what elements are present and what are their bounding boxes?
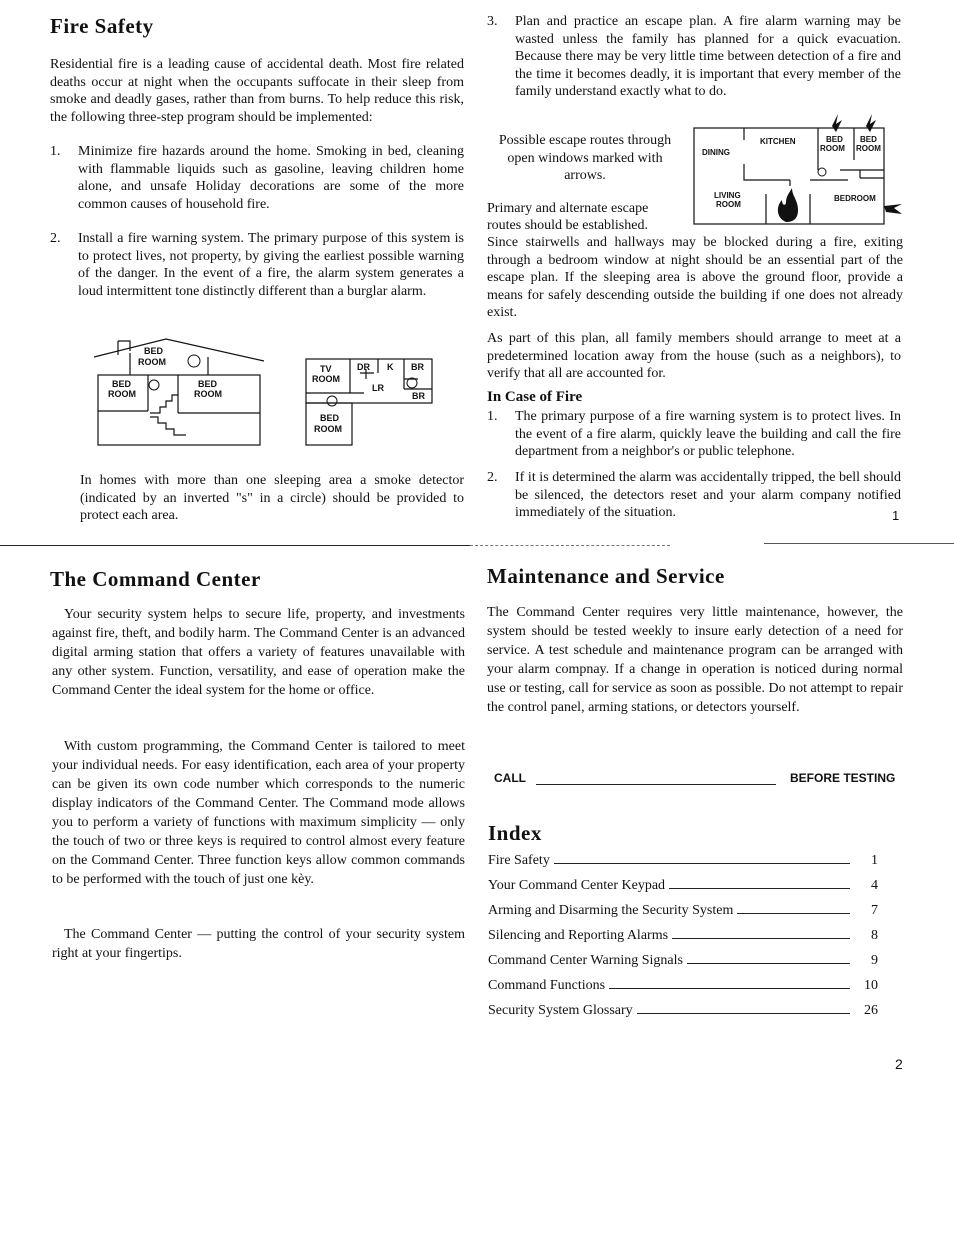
step-2 [50, 230, 464, 300]
index-entry-page: 1 [871, 853, 878, 868]
case-item-2-text: If it is determined the alarm was accidentally tripped, the bell should be silenced, the detectors reset and your alarm company notified immediately of the situation. [515, 470, 901, 520]
step-3-text: Plan and practice an escape plan. A fire alarm warning may be wasted unless the family has planned for a quick evacuation. Because there may be very little time between detection of a fire and the time it becomes deadly, it is important that every member of the family understand exactly what to do. [515, 14, 901, 99]
meeting-text: As part of this plan, all family members should arrange to meet at a predetermined location away from the house (such as a neighbors), to verify that all are accounted for. [487, 331, 901, 381]
step-2-text: Install a fire warning system. The primary purpose of this system is to protect lives, not property, by giving the earliest possible warning of the danger. In the event of a fire, the alarm system generates a loud intermittent tone distinctly different than a burglar alarm. [78, 231, 464, 299]
command-center-p3: The Command Center — putting the control of your security system right at your fingertips. [52, 927, 465, 961]
fire-flame-icon [778, 188, 798, 222]
plan-dr: DR [357, 362, 370, 372]
index-entry-label: Arming and Disarming the Security System [488, 903, 734, 918]
step-2-number: 2. [50, 231, 61, 246]
index-entry-label: Command Functions [488, 978, 606, 993]
page-divider-left [0, 545, 470, 546]
maintenance-text: The Command Center requires very little maintenance, however, the system should be tested weekly to insure early detection of a need for service. A test schedule and maintenance program can be arranged with your alarm compnay. If a change in operation is noticed during normal use or testing, call for service as soon as possible. Do not attempt to repair the control panel, arming stations, or detectors yourself. [487, 605, 904, 715]
before-testing-label: BEFORE TESTING [790, 771, 896, 785]
primary-routes-b: routes should be established. [487, 218, 648, 233]
index-leader-line [687, 963, 850, 964]
house-bed-left-b: ROOM [108, 389, 136, 399]
index-entry [488, 878, 878, 894]
escape-bed1-b: ROOM [820, 144, 845, 153]
plan-k: K [387, 362, 394, 372]
fire-safety-intro: Residential fire is a leading cause of accidental death. Most fire related deaths occur at night when the occupants suffocate in their sleep from smoke and deadly gases, rather than from burns. To help reduce this risk, the following three-step program should be implemented: [50, 57, 464, 125]
index-entry-page: 10 [864, 978, 878, 993]
index-entry [488, 978, 878, 994]
command-center-p2: With custom programming, the Command Center is tailored to meet your individual needs. For easy identification, each area of your property can be given its own code number which corresponds to the numeric display indicators of the Command Center. The Command mode allows you to perform a variety of functions with maximum simplicity — only the touch of two or three keys is required to control almost every feature on the Command Center. Three function keys allow common commands to be performed with the touch of just one kèy. [52, 739, 465, 887]
command-center-p1: Your security system helps to secure life, property, and investments against fire, theft, and bodily harm. The Command Center is an advanced digital arming station that offers a variety of features unavailable with any other system. Function, versatility, and ease of operation make the Command Center the ideal system for the home or office. [52, 607, 465, 698]
plan-bed-a: BED [320, 413, 340, 423]
plan-br1: BR [411, 362, 424, 372]
index-entry-label: Silencing and Reporting Alarms [488, 928, 669, 943]
maintenance-title: Maintenance and Service [487, 564, 725, 588]
step-3 [487, 13, 901, 101]
index-entry-label: Fire Safety [488, 853, 550, 868]
index-leader-line [609, 988, 850, 989]
in-case-of-fire-title: In Case of Fire [487, 389, 583, 405]
house-bed-left-a: BED [112, 379, 132, 389]
index-entry-page: 8 [871, 928, 878, 943]
fire-safety-title: Fire Safety [50, 14, 154, 38]
escape-bedroom: BEDROOM [834, 194, 876, 203]
house-bed-top-b: ROOM [138, 357, 166, 367]
primary-routes-a: Primary and alternate escape [487, 201, 649, 216]
case-item-2 [487, 469, 901, 522]
case-item-1-number: 1. [487, 409, 498, 424]
index-leader-line [672, 938, 850, 939]
index-entry [488, 928, 878, 944]
index-title: Index [488, 821, 542, 845]
step-1 [50, 143, 464, 213]
escape-living-b: ROOM [716, 200, 741, 209]
house-bed-right-a: BED [198, 379, 218, 389]
index-entry [488, 1003, 878, 1019]
case-item-1 [487, 408, 901, 461]
index-entry-page: 4 [871, 878, 878, 893]
call-blank-line [536, 784, 776, 785]
page-divider-mid [470, 545, 670, 546]
case-item-1-text: The primary purpose of a fire warning system is to protect lives. In the event of a fire alarm, quickly leave the building and call the fire department from a neighbor's or public telephone. [515, 409, 901, 459]
escape-route-diagram [690, 110, 906, 228]
index-leader-line [669, 888, 850, 889]
escape-living-a: LIVING [714, 191, 741, 200]
house-section-diagram [88, 333, 268, 449]
command-center-title: The Command Center [50, 567, 261, 591]
escape-bed2-b: ROOM [856, 144, 881, 153]
index-entry-page: 7 [871, 903, 878, 918]
page-number-2: 2 [895, 1056, 903, 1072]
index-entry-page: 26 [864, 1003, 878, 1018]
escape-caption: Possible escape routes through open windows marked with arrows. [498, 133, 672, 183]
index-leader-line [637, 1013, 850, 1014]
step-3-number: 3. [487, 14, 498, 29]
index-entry-label: Security System Glossary [488, 1003, 633, 1018]
stairwells-text: Since stairwells and hallways may be blocked during a fire, exiting through a bedroom window at night should be an essential part of the escape plan. If the sleeping area is above the ground floor, provide a means for safely descending outside the building if one does not already exist. [487, 235, 903, 320]
call-label: CALL [494, 771, 526, 785]
index-entry [488, 953, 878, 969]
detector-note: In homes with more than one sleeping area a smoke detector (indicated by an inverted "s" in a circle) should be provided to protect each area. [80, 473, 464, 523]
plan-tv-b: ROOM [312, 374, 340, 384]
index-entry-label: Command Center Warning Signals [488, 953, 683, 968]
house-bed-right-b: ROOM [194, 389, 222, 399]
plan-br2: BR [412, 391, 425, 401]
page-number-1: 1 [892, 508, 900, 523]
step-1-text: Minimize fire hazards around the home. Smoking in bed, cleaning with flammable liquids such as gasoline, leaving children home alone, and unsafe Holiday decorations are some of the more common causes of household fire. [78, 144, 464, 212]
escape-dining: DINING [702, 148, 730, 157]
index-entry-page: 9 [871, 953, 878, 968]
plan-bed-b: ROOM [314, 424, 342, 434]
index-entry [488, 853, 878, 869]
page-divider-right [764, 543, 954, 544]
house-bed-top-a: BED [144, 346, 164, 356]
index-leader-line [737, 913, 850, 914]
plan-tv-a: TV [320, 364, 332, 374]
escape-bed2-a: BED [860, 135, 877, 144]
index-leader-line [554, 863, 850, 864]
plan-lr: LR [372, 383, 384, 393]
index-entry-label: Your Command Center Keypad [488, 878, 666, 893]
escape-bed1-a: BED [826, 135, 843, 144]
step-1-number: 1. [50, 144, 61, 159]
escape-kitchen: KITCHEN [760, 137, 796, 146]
index-entry [488, 903, 878, 919]
case-item-2-number: 2. [487, 470, 498, 485]
floor-plan-diagram [304, 355, 436, 447]
